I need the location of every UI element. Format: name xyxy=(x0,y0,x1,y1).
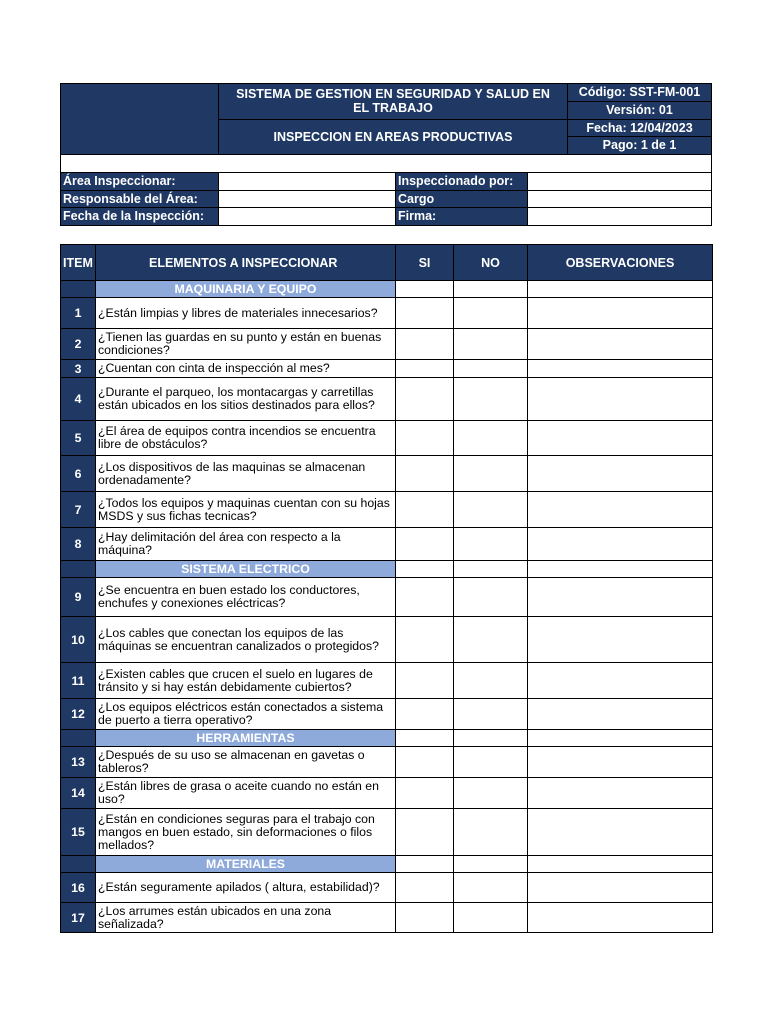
item-number: 11 xyxy=(61,663,96,699)
form-title: INSPECCION EN AREAS PRODUCTIVAS xyxy=(218,119,568,155)
item-question: ¿Hay delimitación del área con respecto a la máquina? xyxy=(96,528,396,561)
si-cell[interactable] xyxy=(396,903,454,933)
table-row xyxy=(61,663,713,699)
si-cell[interactable] xyxy=(396,809,454,856)
observaciones-cell[interactable] xyxy=(528,903,713,933)
item-question: ¿Durante el parqueo, los montacargas y carretillas están ubicados en los sitios destinados para ellos? xyxy=(96,378,396,421)
item-question: ¿Cuentan con cinta de inspección al mes? xyxy=(96,360,396,378)
section-title: MATERIALES xyxy=(96,856,396,873)
item-number: 4 xyxy=(61,378,96,421)
item-number: 10 xyxy=(61,617,96,663)
no-cell[interactable] xyxy=(454,617,528,663)
si-cell[interactable] xyxy=(396,492,454,528)
si-cell[interactable] xyxy=(396,617,454,663)
table-row xyxy=(61,617,713,663)
si-cell[interactable] xyxy=(396,778,454,809)
no-cell[interactable] xyxy=(454,747,528,778)
table-row xyxy=(61,378,713,421)
table-header-row xyxy=(61,245,713,281)
table-row xyxy=(61,298,713,329)
no-cell[interactable] xyxy=(454,298,528,329)
inspected-by-label: Inspeccionado por: xyxy=(395,172,528,191)
observaciones-cell[interactable] xyxy=(528,528,713,561)
observaciones-cell[interactable] xyxy=(528,747,713,778)
area-field[interactable] xyxy=(218,172,396,191)
item-number: 16 xyxy=(61,873,96,903)
si-cell[interactable] xyxy=(396,360,454,378)
section-row xyxy=(61,856,713,873)
si-cell[interactable] xyxy=(396,699,454,730)
observaciones-cell[interactable] xyxy=(528,421,713,456)
table-row xyxy=(61,809,713,856)
item-question: ¿Están en condiciones seguras para el trabajo con mangos en buen estado, sin deformaciones o filos mellados? xyxy=(96,809,396,856)
item-question: ¿Se encuentra en buen estado los conductores, enchufes y conexiones eléctricas? xyxy=(96,578,396,617)
item-number: 6 xyxy=(61,456,96,492)
item-question: ¿Después de su uso se almacenan en gavetas o tableros? xyxy=(96,747,396,778)
no-cell[interactable] xyxy=(454,492,528,528)
no-cell[interactable] xyxy=(454,456,528,492)
observaciones-cell[interactable] xyxy=(528,298,713,329)
logo-cell xyxy=(60,83,219,155)
table-row xyxy=(61,578,713,617)
date-cell: Fecha: 12/04/2023 xyxy=(567,119,712,137)
inspection-date-label: Fecha de la Inspección: xyxy=(60,207,219,226)
spacer-row xyxy=(60,154,712,173)
si-cell[interactable] xyxy=(396,873,454,903)
item-number: 15 xyxy=(61,809,96,856)
responsible-label: Responsable del Área: xyxy=(60,190,219,208)
firma-label: Firma: xyxy=(395,207,528,226)
col-no: NO xyxy=(454,245,528,281)
table-row xyxy=(61,528,713,561)
inspection-table xyxy=(60,244,713,933)
cargo-label: Cargo xyxy=(395,190,528,208)
si-cell[interactable] xyxy=(396,663,454,699)
item-question: ¿Todos los equipos y maquinas cuentan con su hojas MSDS y sus fichas tecnicas? xyxy=(96,492,396,528)
item-number: 9 xyxy=(61,578,96,617)
code-cell: Código: SST-FM-001 xyxy=(567,83,712,102)
table-row xyxy=(61,329,713,360)
item-question: ¿Los equipos eléctricos están conectados a sistema de puerto a tierra operativo? xyxy=(96,699,396,730)
page-cell: Pago: 1 de 1 xyxy=(567,136,712,155)
inspection-date-field[interactable] xyxy=(218,207,396,226)
area-label: Área Inspeccionar: xyxy=(60,172,219,191)
item-question: ¿Los arrumes están ubicados en una zona señalizada? xyxy=(96,903,396,933)
item-question: ¿Los cables que conectan los equipos de las máquinas se encuentran canalizados o protegidos? xyxy=(96,617,396,663)
no-cell[interactable] xyxy=(454,528,528,561)
item-number: 12 xyxy=(61,699,96,730)
system-title: SISTEMA DE GESTION EN SEGURIDAD Y SALUD EN EL TRABAJO xyxy=(218,83,568,120)
responsible-field[interactable] xyxy=(218,190,396,208)
no-cell[interactable] xyxy=(454,578,528,617)
si-cell[interactable] xyxy=(396,528,454,561)
no-cell[interactable] xyxy=(454,329,528,360)
item-number: 2 xyxy=(61,329,96,360)
item-question: ¿Existen cables que crucen el suelo en lugares de tránsito y si hay están debidamente cubiertos? xyxy=(96,663,396,699)
cargo-field[interactable] xyxy=(527,190,712,208)
observaciones-cell[interactable] xyxy=(528,578,713,617)
no-cell[interactable] xyxy=(454,873,528,903)
col-elements: ELEMENTOS A INSPECCIONAR xyxy=(96,245,396,281)
si-cell[interactable] xyxy=(396,378,454,421)
item-question: ¿Tienen las guardas en su punto y están en buenas condiciones? xyxy=(96,329,396,360)
item-number: 1 xyxy=(61,298,96,329)
observaciones-cell[interactable] xyxy=(528,492,713,528)
no-cell[interactable] xyxy=(454,699,528,730)
item-question: ¿Están libres de grasa o aceite cuando no están en uso? xyxy=(96,778,396,809)
table-row xyxy=(61,873,713,903)
table-row xyxy=(61,456,713,492)
item-question: ¿El área de equipos contra incendios se encuentra libre de obstáculos? xyxy=(96,421,396,456)
observaciones-cell[interactable] xyxy=(528,778,713,809)
observaciones-cell[interactable] xyxy=(528,456,713,492)
section-title: HERRAMIENTAS xyxy=(96,730,396,747)
si-cell[interactable] xyxy=(396,578,454,617)
section-row xyxy=(61,281,713,298)
section-row xyxy=(61,730,713,747)
item-number: 13 xyxy=(61,747,96,778)
observaciones-cell[interactable] xyxy=(528,699,713,730)
si-cell[interactable] xyxy=(396,747,454,778)
table-row xyxy=(61,699,713,730)
observaciones-cell[interactable] xyxy=(528,329,713,360)
inspected-by-field[interactable] xyxy=(527,172,712,191)
item-number: 5 xyxy=(61,421,96,456)
observaciones-cell[interactable] xyxy=(528,809,713,856)
si-cell[interactable] xyxy=(396,456,454,492)
table-row xyxy=(61,747,713,778)
item-number: 3 xyxy=(61,360,96,378)
no-cell[interactable] xyxy=(454,421,528,456)
si-cell[interactable] xyxy=(396,298,454,329)
version-cell: Versión: 01 xyxy=(567,101,712,120)
no-cell[interactable] xyxy=(454,778,528,809)
item-number: 14 xyxy=(61,778,96,809)
observaciones-cell[interactable] xyxy=(528,663,713,699)
col-observaciones: OBSERVACIONES xyxy=(528,245,713,281)
observaciones-cell[interactable] xyxy=(528,617,713,663)
table-row xyxy=(61,360,713,378)
no-cell[interactable] xyxy=(454,809,528,856)
col-item: ITEM xyxy=(61,245,96,281)
observaciones-cell[interactable] xyxy=(528,360,713,378)
item-question: ¿Los dispositivos de las maquinas se almacenan ordenadamente? xyxy=(96,456,396,492)
item-number: 7 xyxy=(61,492,96,528)
section-title: SISTEMA ELECTRICO xyxy=(96,561,396,578)
si-cell[interactable] xyxy=(396,421,454,456)
table-row xyxy=(61,903,713,933)
no-cell[interactable] xyxy=(454,360,528,378)
si-cell[interactable] xyxy=(396,329,454,360)
item-question: ¿Están limpias y libres de materiales innecesarios? xyxy=(96,298,396,329)
section-title: MAQUINARIA Y EQUIPO xyxy=(96,281,396,298)
firma-field[interactable] xyxy=(527,207,712,226)
observaciones-cell[interactable] xyxy=(528,873,713,903)
no-cell[interactable] xyxy=(454,663,528,699)
no-cell[interactable] xyxy=(454,378,528,421)
section-row xyxy=(61,561,713,578)
no-cell[interactable] xyxy=(454,903,528,933)
table-row xyxy=(61,492,713,528)
table-row xyxy=(61,778,713,809)
item-number: 8 xyxy=(61,528,96,561)
col-si: SI xyxy=(396,245,454,281)
table-row xyxy=(61,421,713,456)
observaciones-cell[interactable] xyxy=(528,378,713,421)
item-question: ¿Están seguramente apilados ( altura, estabilidad)? xyxy=(96,873,396,903)
item-number: 17 xyxy=(61,903,96,933)
